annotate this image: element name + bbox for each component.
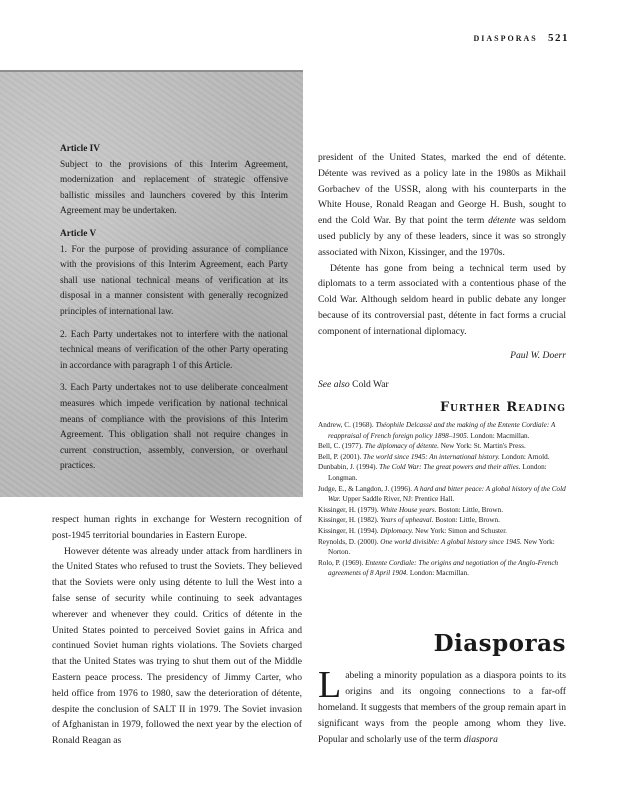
reference-item xyxy=(318,558,566,579)
article-v-title: Article V xyxy=(60,228,97,239)
see-also-label: See also xyxy=(318,379,350,391)
reference-item xyxy=(318,441,566,452)
reference-publisher: London: Macmillan. xyxy=(470,431,530,440)
reference-author: Andrew, C. (1968). xyxy=(318,421,374,429)
reference-author: Bell, C. (1977). xyxy=(318,442,363,451)
article-v-paragraph-3: 3. Each Party undertakes not to use deliberate concealment measures which impede verification by national technical means of compliance with the provisions of this Interim Agreement. This obligation shall not require changes in current construction, assembly, conversion, or overhaul practices. xyxy=(60,383,288,472)
right-paragraph-2: Détente has gone from being a technical term used by diplomats to a term associated with a contentious phase of the Cold War. Although seldom heard in public debate any longer because of its controversial past, détente in fact forms a crucial component of international diplomacy. xyxy=(318,262,566,337)
reference-item xyxy=(318,505,566,516)
reference-title: The Cold War: The great powers and their allies. xyxy=(379,463,521,472)
reference-publisher: Boston: Little, Brown. xyxy=(435,516,500,525)
diaspora-term: diaspora xyxy=(463,734,498,745)
reference-item xyxy=(318,420,566,441)
reference-title: The world since 1945: An international history. xyxy=(363,452,500,461)
diasporas-intro xyxy=(318,664,566,748)
running-section-title: diasporas xyxy=(473,32,538,44)
article-v-paragraph-1: 1. For the purpose of providing assurance of compliance with the provisions of this Interim Agreement, each Party shall use national technical means of verification at its disposal in a manner consistent with generally recognized principles of international law. xyxy=(60,244,288,317)
running-header xyxy=(474,32,569,44)
reference-title: Théophile Delcassé and the making of the Entente Cordiale: A reappraisal of French foreign policy 1898–1905. xyxy=(328,421,556,440)
article-iv-title: Article IV xyxy=(60,144,101,154)
reference-title: A hard and bitter peace: A global history of the Cold War. xyxy=(328,484,566,504)
reference-title: Entente Cordiale: The origins and negotiation of the Anglo-French agreements of 8 April 1904. xyxy=(328,558,559,578)
reference-author: Dunbabin, J. (1994). xyxy=(318,463,378,472)
reference-publisher: New York: Simon and Schuster. xyxy=(415,526,507,535)
reference-author: Kissinger, H. (1994). xyxy=(318,526,379,535)
left-paragraph-2: However détente was already under attack from hardliners in the United States who refused to trust the Soviets. They believed that the Soviets were only using détente to lull the West into a false sense of security while continuing to seek advantages wherever and whenever they could. Critics of détente in the United States pointed to perceived Soviet gains in Africa and continued Soviet human rights violations. The Soviets charged that the United States was trying to shut them out of the Middle Eastern peace process. The presidency of Jimmy Carter, who held office from 1976 to 1980, saw the deterioration of détente, despite the conclusion of SALT II in 1979. The Soviet invasion of Afghanistan in 1979, followed the next year by the election of Ronald Reagan as xyxy=(52,545,302,747)
further-reading-heading: Further Reading xyxy=(439,400,566,415)
reference-title: The diplomacy of détente. xyxy=(364,442,439,451)
treaty-sidebar xyxy=(0,70,303,497)
reference-item xyxy=(318,526,566,537)
reference-item xyxy=(318,515,566,526)
entry-title-diasporas: Diasporas xyxy=(433,630,566,657)
diasporas-text: abeling a minority population as a diaspora points to its origins and its ongoing connections to a far-off homeland. It suggests that members of the group remain apart in significant ways from the people among whom they live. Popular and scholarly use of the term xyxy=(318,670,566,745)
see-also-link[interactable]: Cold War xyxy=(352,379,389,391)
detente-term: détente xyxy=(488,215,516,227)
reference-author: Bell, P. (2001). xyxy=(318,452,362,461)
right-column xyxy=(318,150,566,393)
reference-item xyxy=(318,537,566,558)
author-byline: Paul W. Doerr xyxy=(510,349,566,361)
page-number: 521 xyxy=(548,32,569,44)
reference-author: Kissinger, H. (1982). xyxy=(318,516,379,525)
right-paragraph-1 xyxy=(318,150,566,261)
reference-item xyxy=(318,452,566,463)
right-paragraph-1-part-b: was seldom used publicly by any of these leaders, since it was so strongly associated with Nixon, Kissinger, and the 1970s. xyxy=(318,215,566,258)
right-paragraph-1-part-a: president of the United States, marked the end of détente. Détente was revived as a policy late in the 1980s as Mikhail Gorbachev of the USSR, along with his counterparts in the White House, Ronald Reagan and George H. Bush, sought to end the Cold War. By that point the term xyxy=(318,152,566,227)
reference-publisher: London: Arnold. xyxy=(501,452,550,461)
article-v-paragraph-2: 2. Each Party undertakes not to interfere with the national technical means of verification of the other Party operating in accordance with paragraph 1 of this Article. xyxy=(60,329,288,371)
see-also xyxy=(318,377,566,393)
reference-publisher: New York: Norton. xyxy=(328,537,555,557)
reference-publisher: Upper Saddle River, NJ: Prentice Hall. xyxy=(342,495,455,504)
reference-publisher: London: Longman. xyxy=(328,463,547,482)
reference-item xyxy=(318,484,566,505)
drop-cap: L xyxy=(318,664,342,706)
reference-publisher: London: Macmillan. xyxy=(409,569,469,578)
reference-title: Diplomacy. xyxy=(380,526,414,535)
reference-publisher: Boston: Little, Brown. xyxy=(438,505,503,514)
reference-publisher: New York: St. Martin's Press. xyxy=(440,442,526,451)
reference-author: Reynolds, D. (2000). xyxy=(318,537,379,546)
further-reading-list xyxy=(318,420,566,579)
left-column xyxy=(52,512,302,749)
reference-author: Rolo, P. (1969). xyxy=(318,558,364,567)
reference-author: Judge, E., & Langdon, J. (1996). xyxy=(318,484,413,493)
reference-title: One world divisible: A global history since 1945. xyxy=(380,537,522,546)
reference-title: Years of upheaval. xyxy=(380,516,434,525)
reference-item xyxy=(318,462,566,483)
article-iv-text: Subject to the provisions of this Interim Agreement, modernization and replacement of strategic offensive ballistic missiles and launchers covered by this Interim Agreement may be undertaken. xyxy=(60,159,288,217)
reference-title: White House years. xyxy=(380,505,437,514)
left-paragraph-1: respect human rights in exchange for Western recognition of post-1945 territorial boundaries in Eastern Europe. xyxy=(52,514,302,541)
treaty-sidebar-text xyxy=(60,142,288,482)
reference-author: Kissinger, H. (1979). xyxy=(318,505,379,514)
